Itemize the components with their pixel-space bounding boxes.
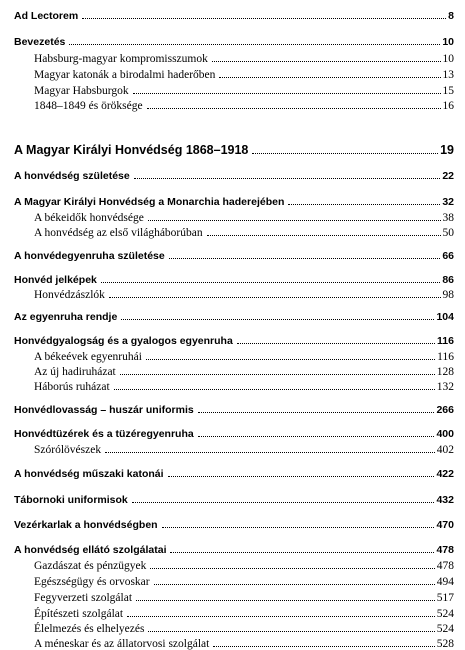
toc-entry-page: 86 [442, 274, 454, 286]
toc-entry-title: Honvéd jelképek [14, 274, 97, 286]
dot-leader [162, 527, 435, 528]
toc-subentry [34, 636, 454, 650]
toc-entry-title: Honvédlovasság – huszár uniformis [14, 404, 194, 416]
dot-leader [198, 412, 435, 413]
dot-leader [120, 374, 435, 375]
toc-entry-title: Magyar katonák a birodalmi haderőben [34, 69, 216, 81]
toc-entry-page: 8 [448, 10, 454, 22]
toc-entry [14, 517, 454, 531]
dot-leader [105, 452, 435, 453]
toc-entry-title: Az új hadiruházat [34, 366, 116, 378]
toc-entry-page: 528 [436, 638, 454, 650]
toc-entry-page: 10 [442, 36, 454, 48]
toc-entry-page: 524 [436, 623, 454, 635]
toc-entry-page: 400 [436, 428, 454, 440]
toc-subentry [34, 574, 454, 588]
dot-leader [121, 319, 434, 320]
toc-entry [14, 402, 454, 416]
toc-subentry [34, 364, 454, 378]
toc-entry-title: Gazdászat és pénzügyek [34, 560, 147, 572]
toc-entry-title: Bevezetés [14, 36, 66, 48]
dot-leader [150, 568, 434, 569]
toc-entry-title: Építészeti szolgálat [34, 608, 124, 620]
toc-entry-title: Szórólövészek [34, 444, 102, 456]
toc-entry-title: Magyar Habsburgok [34, 85, 129, 97]
toc-subentry [34, 558, 454, 572]
toc-entry-title: Honvédzászlók [34, 289, 105, 301]
toc-subentry [34, 83, 454, 97]
toc-entry [14, 168, 454, 182]
toc-entry-title: Élelmezés és elhelyezés [34, 623, 145, 635]
dot-leader [219, 77, 440, 78]
dot-leader [101, 282, 440, 283]
dot-leader [148, 631, 434, 632]
toc-entry [14, 34, 454, 48]
toc-entry-page: 19 [440, 143, 454, 157]
toc-subentry [34, 287, 454, 301]
toc-entry [14, 333, 454, 347]
toc-entry [14, 272, 454, 286]
toc-entry [14, 8, 454, 22]
toc-entry-page: 38 [442, 212, 454, 224]
toc-entry-title: A honvédség ellátó szolgálatai [14, 544, 167, 556]
dot-leader [288, 204, 440, 205]
toc-entry-title: Habsburg-magyar kompromisszumok [34, 53, 208, 65]
toc-entry-title: Vezérkarlak a honvédségben [14, 519, 158, 531]
toc-entry-title: Háborús ruházat [34, 381, 110, 393]
toc-subentry [34, 98, 454, 112]
toc-subentry [34, 210, 454, 224]
dot-leader [114, 389, 435, 390]
toc-entry-page: 422 [436, 468, 454, 480]
toc-entry-page: 494 [436, 576, 454, 588]
dot-leader [136, 600, 435, 601]
toc-subentry [34, 51, 454, 65]
toc-subentry [34, 379, 454, 393]
dot-leader [147, 108, 441, 109]
toc-subentry [34, 590, 454, 604]
toc-entry-page: 128 [436, 366, 454, 378]
dot-leader [212, 61, 441, 62]
toc-entry-title: Honvédtüzérek és a tüzéregyenruha [14, 428, 194, 440]
toc-entry-page: 517 [436, 592, 454, 604]
dot-leader [154, 584, 435, 585]
toc-entry-page: 470 [436, 519, 454, 531]
toc-entry-title: A Magyar Királyi Honvédség a Monarchia haderejében [14, 196, 285, 208]
toc-entry-title: A Magyar Királyi Honvédség 1868–1918 [14, 143, 249, 157]
dot-leader [146, 359, 435, 360]
toc-entry-page: 524 [436, 608, 454, 620]
dot-leader [82, 18, 446, 19]
toc-part-heading [14, 141, 454, 157]
toc-entry-title: A honvédség műszaki katonái [14, 468, 164, 480]
toc-subentry [34, 67, 454, 81]
toc-entry-page: 13 [442, 69, 454, 81]
toc-entry-title: Tábornoki uniformisok [14, 494, 128, 506]
toc-entry-title: Fegyverzeti szolgálat [34, 592, 133, 604]
toc-subentry [34, 606, 454, 620]
toc-subentry [34, 621, 454, 635]
toc-entry [14, 492, 454, 506]
toc-entry-page: 98 [442, 289, 454, 301]
toc-entry-page: 66 [442, 250, 454, 262]
dot-leader [69, 44, 440, 45]
toc-entry-title: 1848–1849 és öröksége [34, 100, 143, 112]
toc-entry-page: 32 [442, 196, 454, 208]
dot-leader [169, 258, 441, 259]
toc-entry-title: A honvédegyenruha születése [14, 250, 165, 262]
toc-entry-page: 116 [437, 351, 454, 363]
toc-entry-title: A honvédség születése [14, 170, 130, 182]
dot-leader [109, 297, 441, 298]
dot-leader [207, 235, 441, 236]
dot-leader [168, 476, 435, 477]
dot-leader [148, 220, 441, 221]
dot-leader [132, 502, 435, 503]
toc-entry [14, 309, 454, 323]
dot-leader [170, 552, 434, 553]
toc-entry-title: Az egyenruha rendje [14, 311, 118, 323]
toc-entry-title: Ad Lectorem [14, 10, 79, 22]
toc-entry-page: 104 [436, 311, 454, 323]
toc-entry [14, 466, 454, 480]
toc-entry-page: 402 [436, 444, 454, 456]
toc-entry-title: Honvédgyalogság és a gyalogos egyenruha [14, 335, 233, 347]
toc-subentry [34, 225, 454, 239]
dot-leader [237, 343, 435, 344]
dot-leader [127, 616, 435, 617]
toc-entry [14, 426, 454, 440]
dot-leader [198, 436, 435, 437]
toc-entry [14, 542, 454, 556]
toc-entry-title: A békeévek egyenruhái [34, 351, 142, 363]
toc-entry-page: 10 [442, 53, 454, 65]
toc-entry-page: 132 [436, 381, 454, 393]
dot-leader [134, 178, 441, 179]
dot-leader [252, 153, 438, 154]
dot-leader [213, 646, 434, 647]
toc-entry-title: Egészségügy és orvoskar [34, 576, 150, 588]
toc-entry-page: 22 [442, 170, 454, 182]
toc-entry-title: A honvédség az első világháborúban [34, 227, 203, 239]
toc-entry-page: 478 [436, 560, 454, 572]
toc-entry-page: 116 [437, 335, 454, 347]
toc-entry [14, 248, 454, 262]
toc-entry-page: 16 [442, 100, 454, 112]
dot-leader [133, 93, 441, 94]
toc-entry-page: 15 [442, 85, 454, 97]
toc-subentry [34, 349, 454, 363]
toc-subentry [34, 442, 454, 456]
toc-entry-title: A méneskar és az állatorvosi szolgálat [34, 638, 210, 650]
toc-entry-title: A békeidők honvédsége [34, 212, 144, 224]
toc-entry-page: 266 [436, 404, 454, 416]
toc-entry-page: 478 [436, 544, 454, 556]
toc-entry [14, 194, 454, 208]
toc-entry-page: 432 [436, 494, 454, 506]
toc-entry-page: 50 [442, 227, 454, 239]
